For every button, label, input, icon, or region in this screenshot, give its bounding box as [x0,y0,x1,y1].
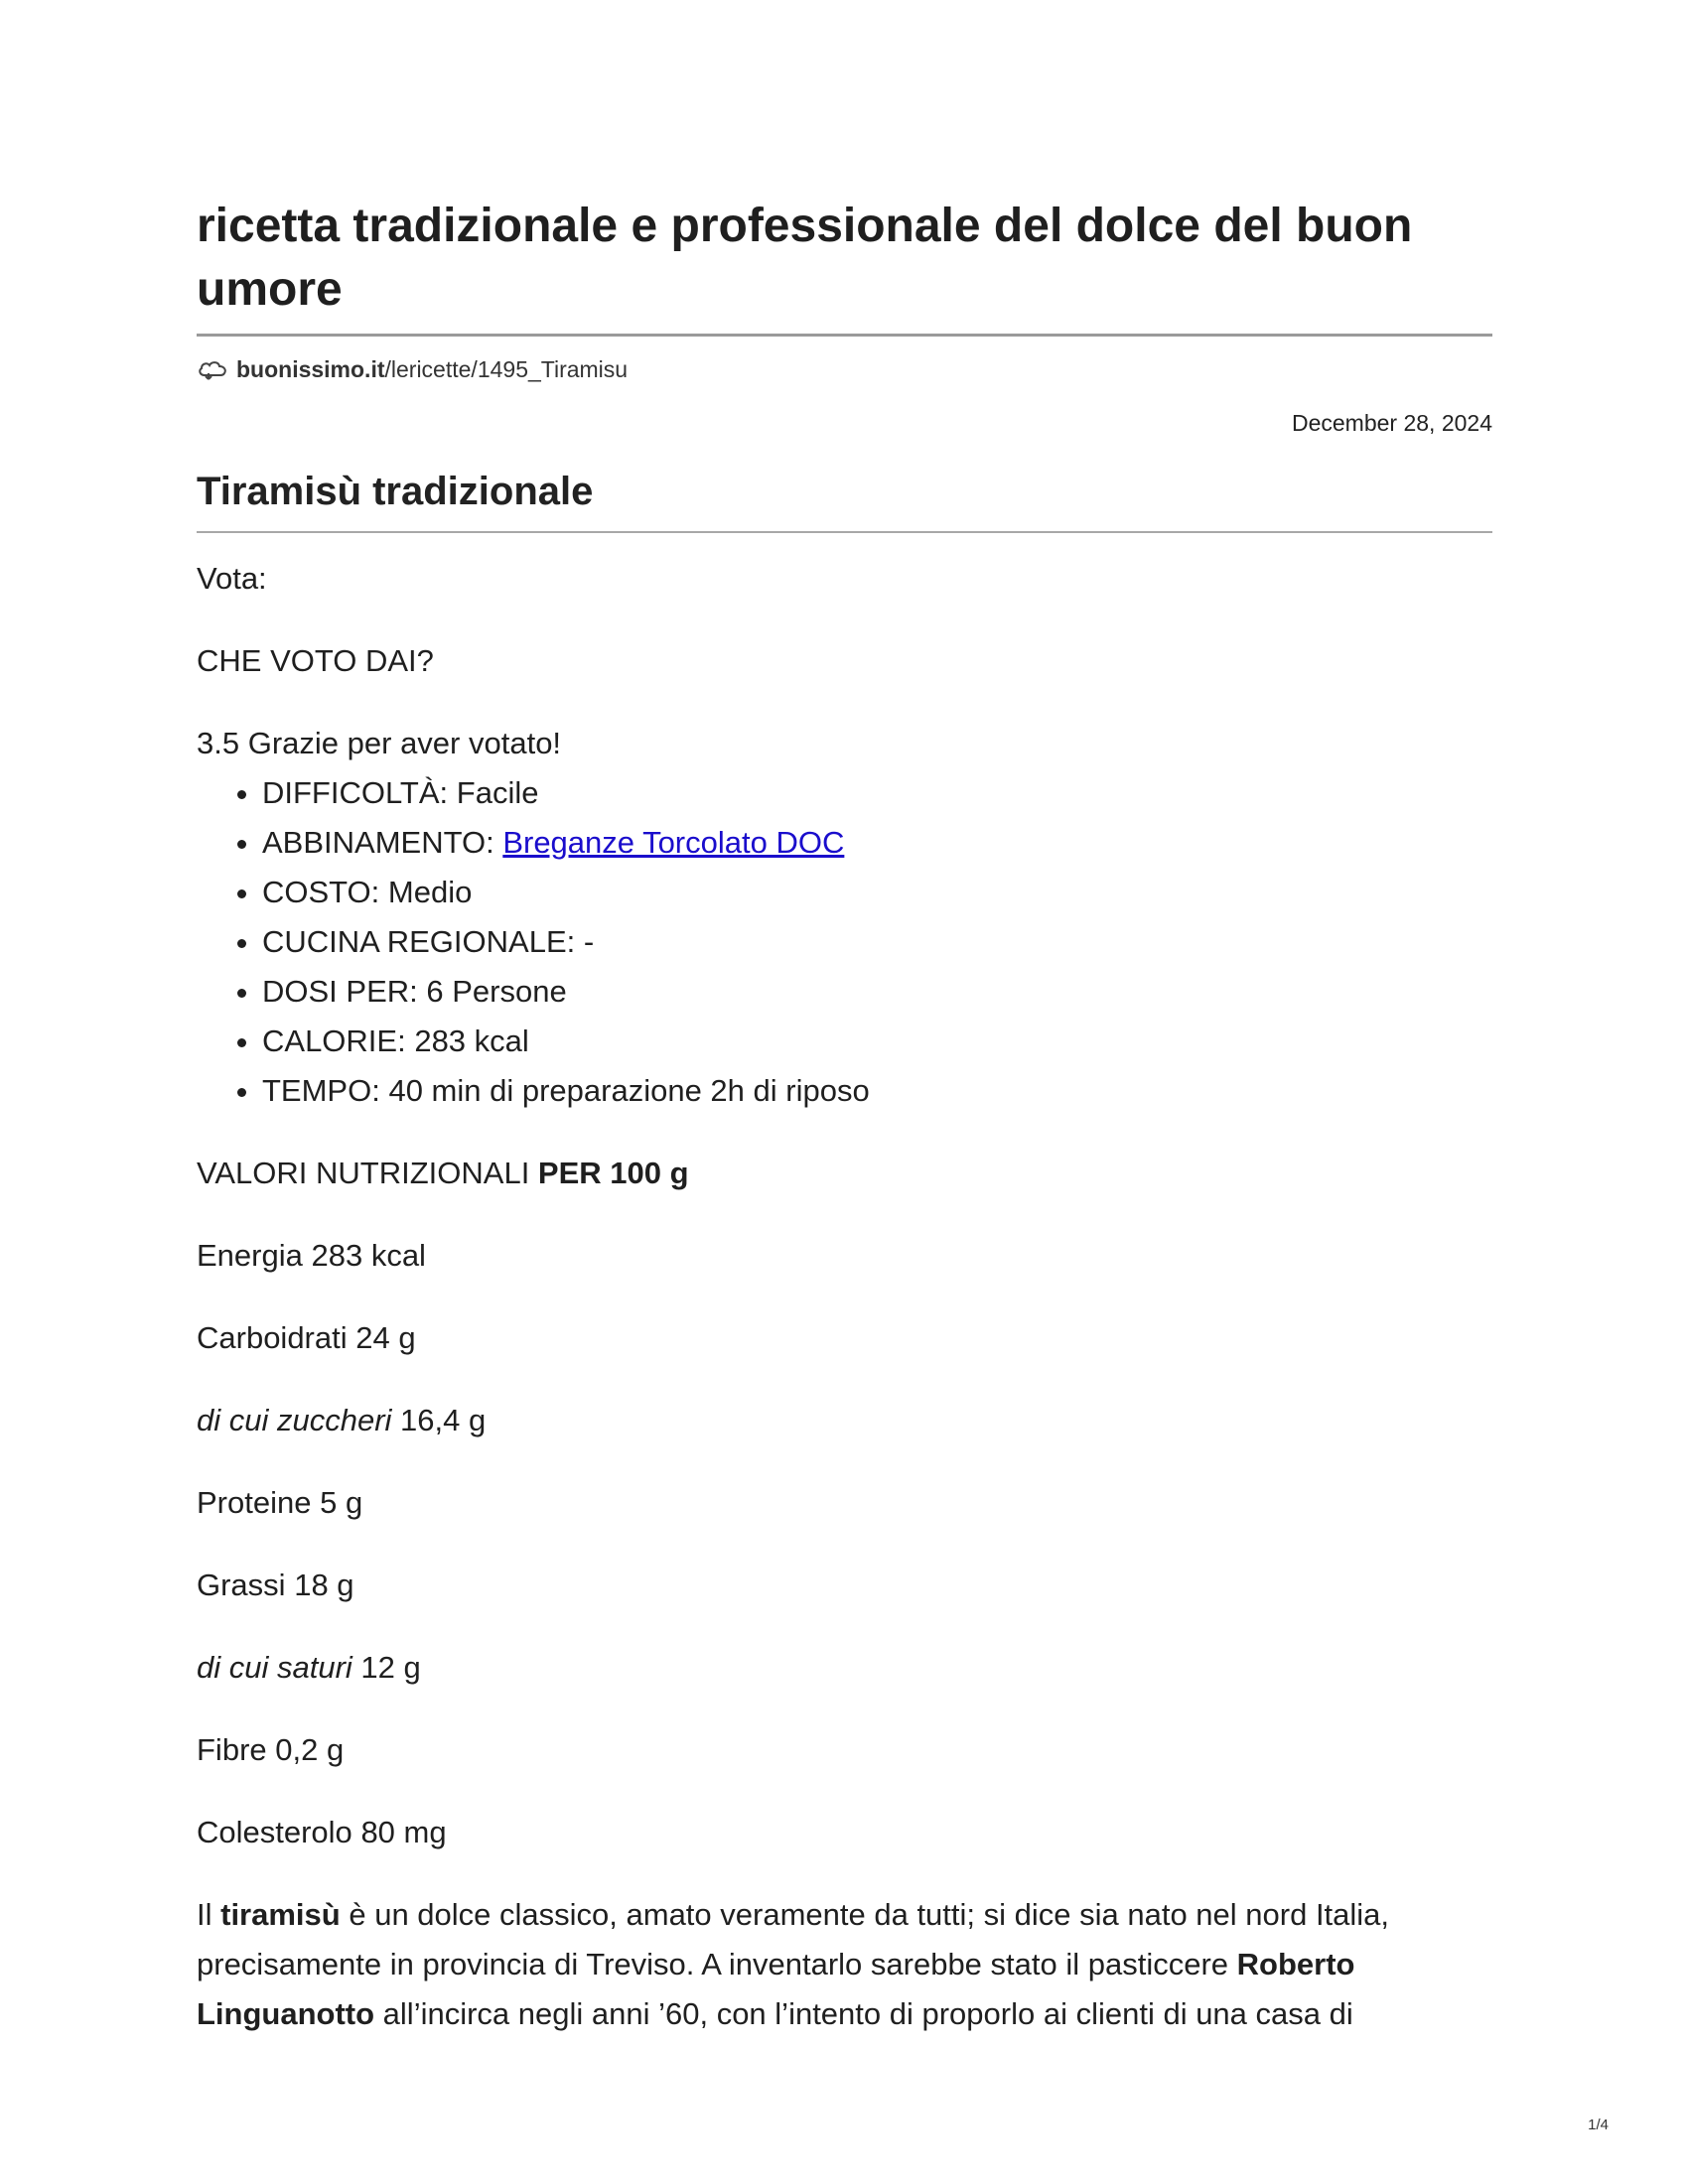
title-divider [197,334,1492,337]
recipe-details-list [197,768,1492,1116]
nutrition-cholesterol: Colesterolo 80 mg [197,1815,447,1849]
heading-divider [197,531,1492,533]
nutrition-carbs: Carboidrati 24 g [197,1320,416,1355]
nutrition-fat: Grassi 18 g [197,1568,354,1602]
nutrition-heading: VALORI NUTRIZIONALI PER 100 g [197,1156,689,1190]
pairing-link[interactable]: Breganze Torcolato DOC [502,825,845,860]
source-domain: buonissimo.it [236,356,385,382]
recipe-heading: Tiramisù tradizionale [197,470,594,513]
source-path: /lericette/1495_Tiramisu [384,356,629,382]
page-title: ricetta tradizionale e professionale del dolce del buon umore [197,200,1413,316]
nutrition-protein: Proteine 5 g [197,1485,363,1520]
publish-date: December 28, 2024 [1291,410,1492,436]
detail-cost: • COSTO: Medio [262,868,1492,917]
rating-thanks: Grazie per aver votato! [247,726,562,760]
rating-result [197,719,1492,768]
vota-label: Vota: [197,561,267,596]
nutrition-sugars: di cui zuccheri 16,4 g [197,1403,487,1437]
article-content [197,554,1492,2072]
rating-value: 3.5 [197,726,240,760]
cloud-link-icon [197,358,230,380]
detail-pairing: • ABBINAMENTO: Breganze Torcolato DOC [262,818,1492,868]
rating-prompt: CHE VOTO DAI? [197,643,434,678]
detail-difficulty: • DIFFICOLTÀ: Facile [262,768,1492,818]
source-url[interactable] [197,353,628,385]
detail-time: • TEMPO: 40 min di preparazione 2h di riposo [262,1066,1492,1116]
intro-paragraph: Il tiramisù è un dolce classico, amato veramente da tutti; si dice sia nato nel nord Italia, precisamente in provincia di Treviso. A inventarlo sarebbe stato il pasticcere Roberto Linguanotto all’incirca negli anni ’60, con l’intento di proporlo ai clienti di una casa di [197,1897,1390,2031]
nutrition-fiber: Fibre 0,2 g [197,1732,345,1767]
nutrition-energy: Energia 283 kcal [197,1238,426,1273]
detail-regional-cuisine: • CUCINA REGIONALE: - [262,917,1492,967]
nutrition-saturated: di cui saturi 12 g [197,1650,421,1685]
detail-calories: • CALORIE: 283 kcal [262,1017,1492,1066]
page-number: 1/4 [1588,2116,1609,2133]
detail-servings: • DOSI PER: 6 Persone [262,967,1492,1017]
